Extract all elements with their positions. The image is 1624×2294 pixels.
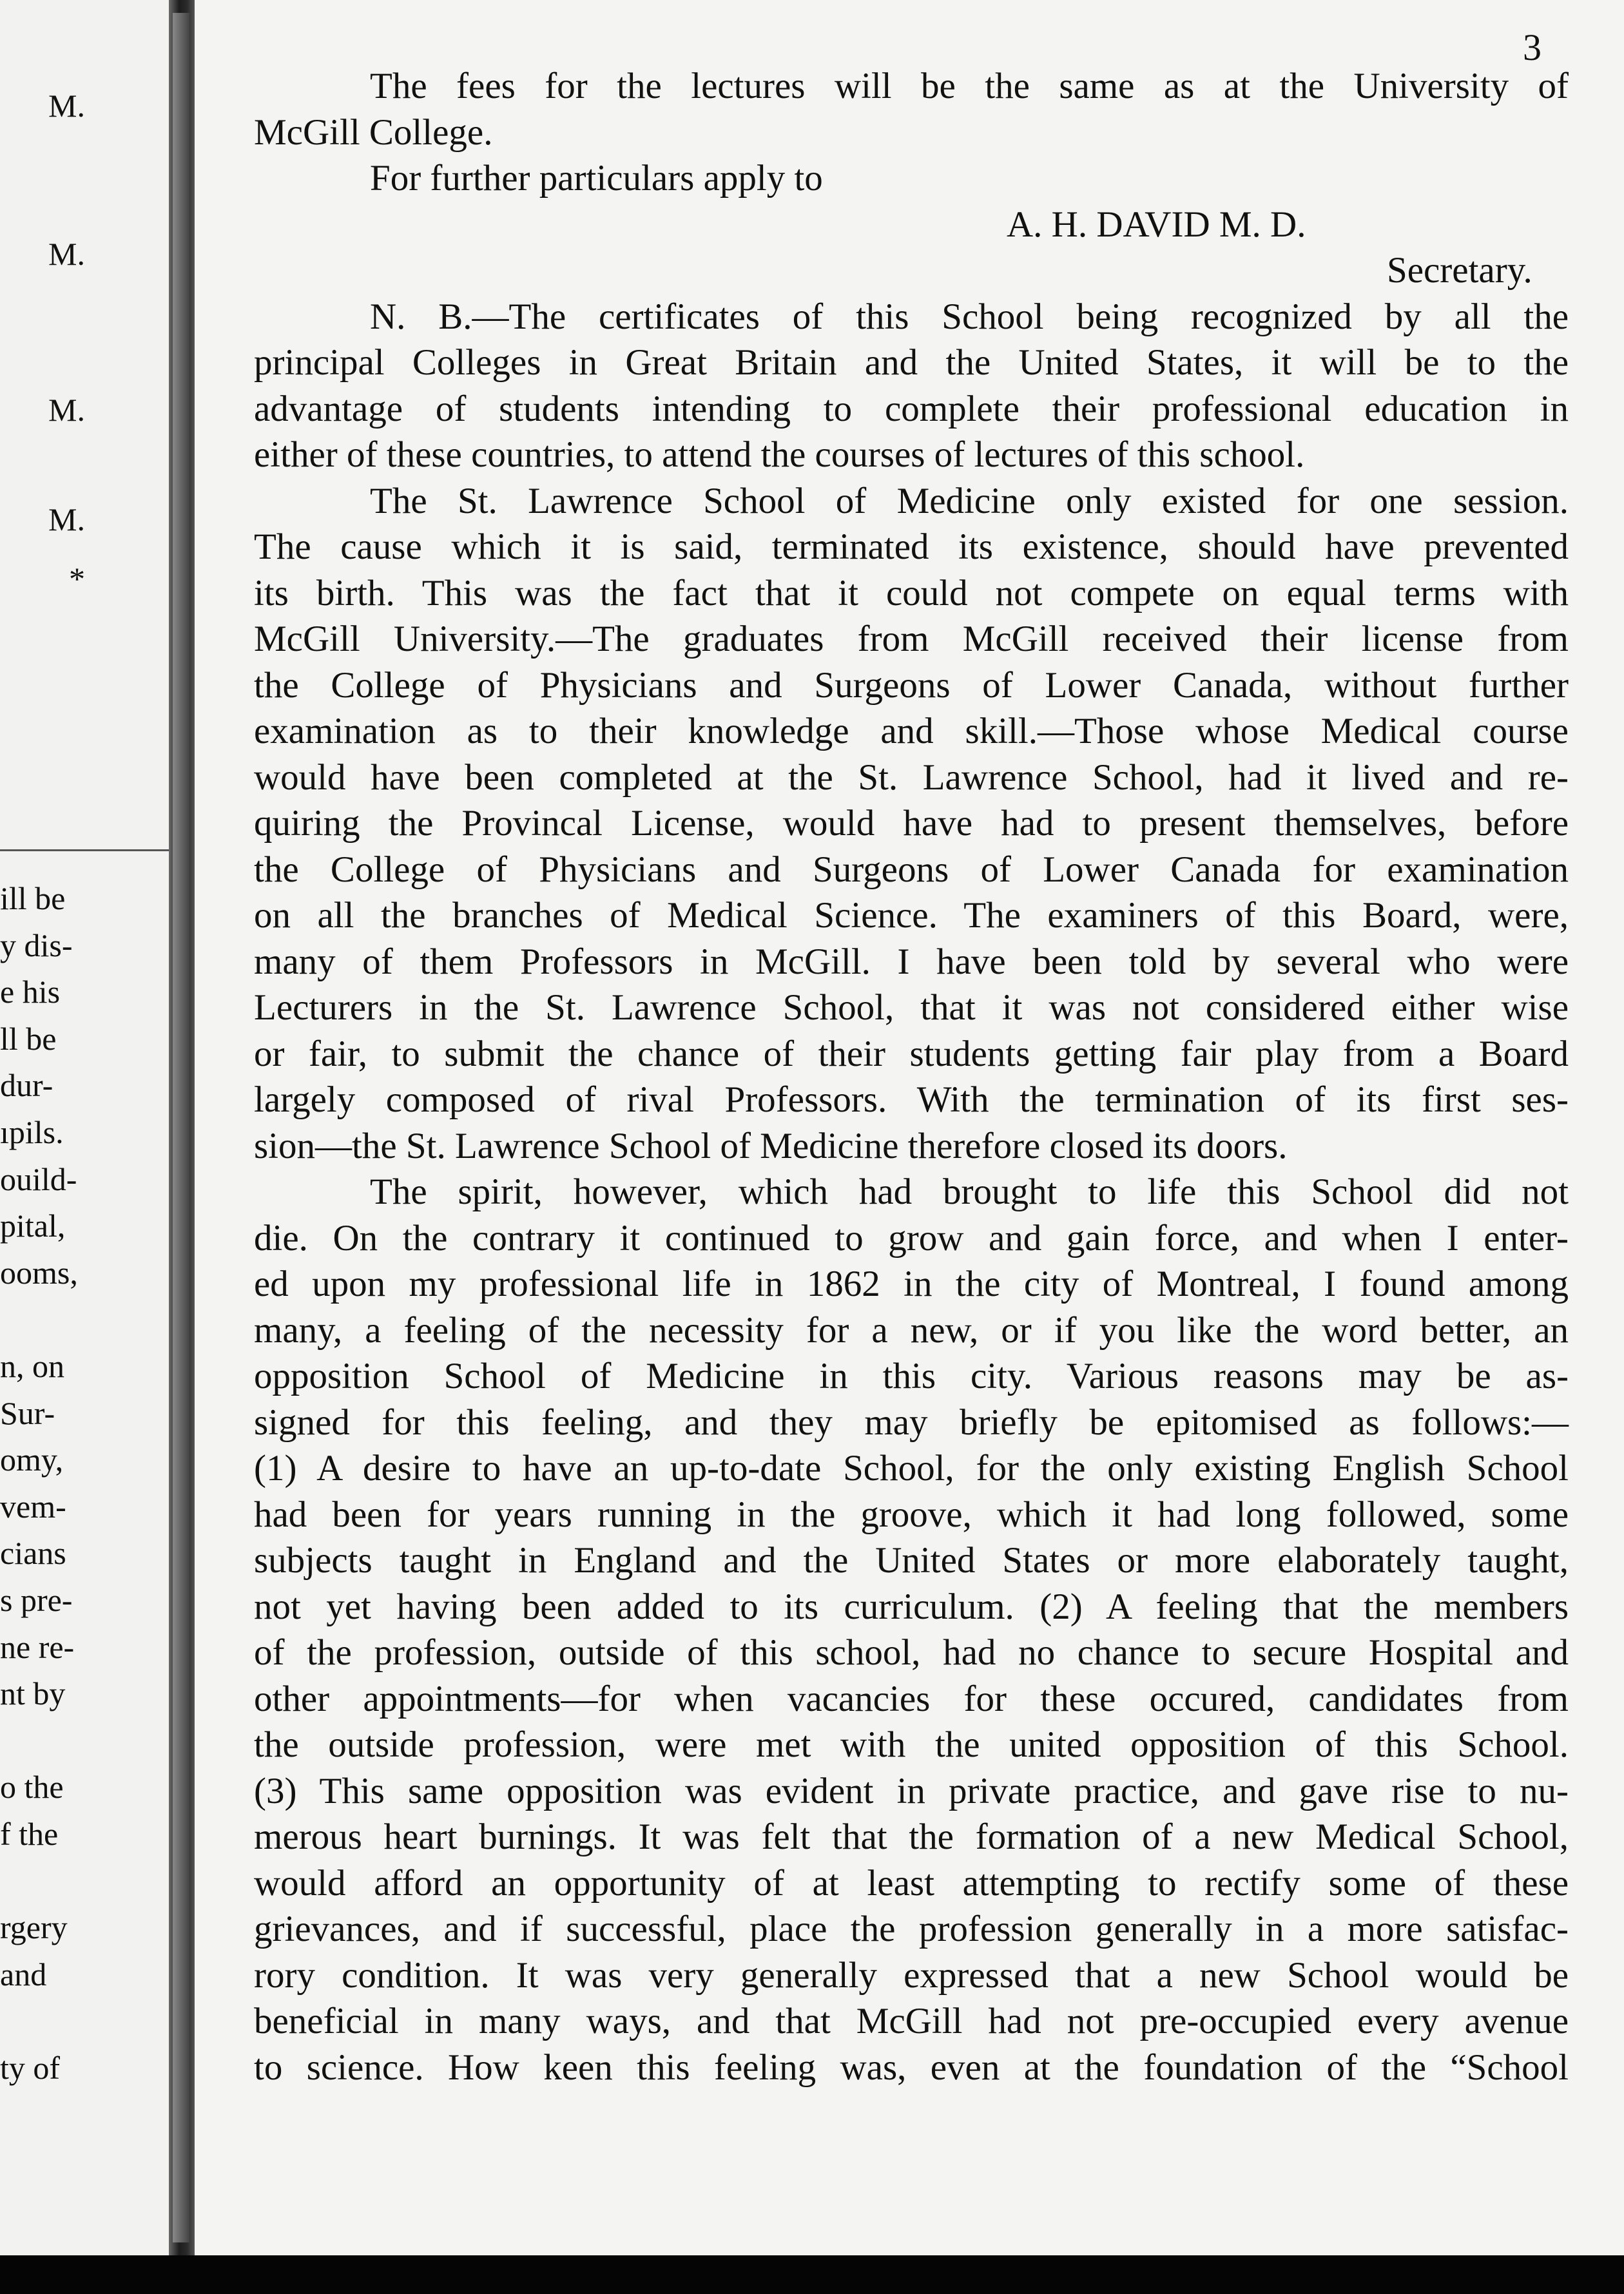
left-fragment-line: e his [0, 974, 61, 1010]
text-line: opposition School of Medicine in this city. Various reasons may be as- [254, 1356, 1569, 1396]
left-fragment-line: * [69, 561, 85, 597]
gutter-shadow [173, 13, 189, 2242]
text-line: die. On the contrary it continued to grow and gain force, and when I enter- [254, 1217, 1569, 1258]
text-line: largely composed of rival Professors. With the termination of its first ses- [254, 1079, 1569, 1120]
text-line: grievances, and if successful, place the profession generally in a more satisfac- [254, 1909, 1569, 1949]
text-line: principal Colleges in Great Britain and the United States, it will be to the [254, 342, 1569, 383]
text-line: For further particulars apply to [370, 158, 823, 198]
left-fragment-line: ne re- [0, 1628, 75, 1665]
left-fragment-line: omy, [0, 1441, 64, 1478]
text-line: the outside profession, were met with the united opposition of this School. [254, 1724, 1569, 1765]
page-text [254, 63, 1569, 2090]
text-line: Lecturers in the St. Lawrence School, that it was not considered either wise [254, 987, 1569, 1028]
text-line: McGill College. [254, 111, 493, 153]
text-line: on all the branches of Medical Science. The examiners of this Board, were, [254, 895, 1569, 936]
text-line: ed upon my professional life in 1862 in the city of Montreal, I found among [254, 1264, 1569, 1304]
left-fragment-line: ill be [0, 880, 66, 916]
text-line: the College of Physicians and Surgeons of Lower Canada, without further [254, 664, 1569, 706]
left-fragment-line: s pre- [0, 1582, 73, 1618]
left-fragment-line: ty of [0, 2050, 61, 2086]
text-line: advantage of students intending to complete their professional education in [254, 388, 1569, 429]
text-line: merous heart burnings. It was felt that the formation of a new Medical School, [254, 1817, 1569, 1857]
text-line: sion—the St. Lawrence School of Medicine therefore closed its doors. [254, 1125, 1288, 1166]
text-line: to science. How keen this feeling was, even at the foundation of the “School [254, 2047, 1569, 2088]
left-fragment-line: ouild- [0, 1161, 77, 1197]
text-line: N. B.—The certificates of this School being recognized by all the [370, 296, 1569, 337]
text-line: quiring the Provincal License, would have had to present themselves, before [254, 803, 1569, 843]
text-line: The St. Lawrence School of Medicine only existed for one session. [370, 480, 1569, 521]
text-line: examination as to their knowledge and skill.—Those whose Medical course [254, 711, 1569, 751]
left-fragment-line: M. [48, 88, 85, 124]
left-fragment-line: cians [0, 1535, 66, 1572]
left-fragment-line: nt by [0, 1675, 66, 1712]
left-fragment-line: and [0, 1956, 47, 1992]
left-fragment-line: f the [0, 1816, 59, 1852]
left-fragment-line: M. [48, 236, 85, 272]
left-fragment-line: M. [48, 392, 85, 428]
text-line: The cause which it is said, terminated its existence, should have prevented [254, 526, 1569, 567]
text-line: beneficial in many ways, and that McGill had not pre-occupied every avenue [254, 2001, 1569, 2041]
left-fragment-line: vem- [0, 1488, 66, 1525]
left-fragment-line: M. [48, 501, 85, 537]
text-line: rory condition. It was very generally expressed that a new School would be [254, 1954, 1569, 1996]
text-line: or fair, to submit the chance of their students getting fair play from a Board [254, 1033, 1569, 1074]
book-page [195, 0, 1624, 2255]
text-line: (3) This same opposition was evident in private practice, and gave rise to nu- [254, 1770, 1569, 1811]
left-fragment-line: o the [0, 1769, 64, 1806]
left-fragment-line: rgery [0, 1909, 68, 1946]
text-line: many of them Professors in McGill. I have been told by several who were [254, 941, 1569, 982]
scan-border [0, 2255, 1624, 2294]
text-line: other appointments—for when vacancies for these occured, candidates from [254, 1678, 1569, 1719]
left-fragment-line: ll be [0, 1020, 57, 1057]
text-line: McGill University.—The graduates from McGill received their license from [254, 619, 1569, 659]
text-line: (1) A desire to have an up-to-date School, for the only existing English School [254, 1448, 1569, 1489]
left-fragment-line: Sur- [0, 1394, 55, 1431]
left-fragment-line: ooms, [0, 1254, 78, 1291]
text-line: its birth. This was the fact that it could not compete on equal terms with [254, 572, 1569, 613]
left-fragment-line: n, on [0, 1348, 64, 1384]
left-fragment-line: ıpils. [0, 1114, 64, 1150]
text-line: either of these countries, to attend the courses of lectures of this school. [254, 434, 1305, 475]
text-line: not yet having been added to its curriculum. (2) A feeling that the members [254, 1586, 1569, 1627]
text-line: of the profession, outside of this school, had no chance to secure Hospital and [254, 1632, 1569, 1673]
text-line: would have been completed at the St. Lawrence School, had it lived and re- [254, 757, 1569, 798]
text-line: signed for this feeling, and they may briefly be epitomised as follows:— [254, 1402, 1569, 1443]
text-line: subjects taught in England and the United States or more elaborately taught, [254, 1540, 1569, 1581]
left-page-rule [0, 849, 169, 851]
page-number: 3 [1523, 26, 1542, 68]
text-line: had been for years running in the groove, which it had long followed, some [254, 1494, 1569, 1535]
text-line: many, a feeling of the necessity for a new, or if you like the word better, an [254, 1309, 1569, 1351]
signature-title: Secretary. [1387, 250, 1532, 291]
text-line: would afford an opportunity of at least attempting to rectify some of these [254, 1862, 1569, 1904]
facing-page-fragment [0, 0, 169, 2255]
text-line: The spirit, however, which had brought to life this School did not [370, 1171, 1569, 1212]
signature-name: A. H. DAVID M. D. [1007, 204, 1306, 245]
left-fragment-line: pital, [0, 1208, 66, 1244]
left-fragment-line: y dis- [0, 927, 73, 963]
left-fragment-line: dur- [0, 1067, 53, 1104]
text-line: the College of Physicians and Surgeons of Lower Canada for examination [254, 849, 1569, 890]
text-line: The fees for the lectures will be the same as at the University of [370, 66, 1569, 106]
